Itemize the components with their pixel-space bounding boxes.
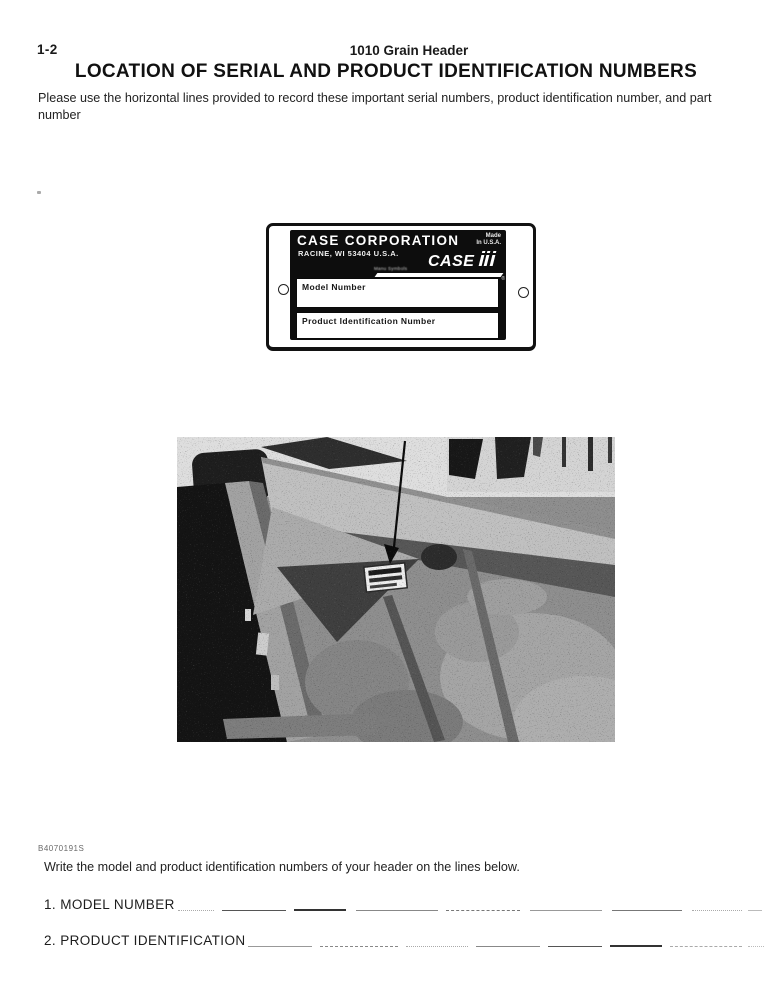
location-photo bbox=[177, 437, 615, 742]
photo-illustration bbox=[177, 437, 615, 742]
page-number: 1-2 bbox=[37, 42, 58, 57]
made-in-line2: In U.S.A. bbox=[476, 239, 501, 246]
plate-address: RACINE, WI 53404 U.S.A. bbox=[298, 249, 399, 258]
intro-text: Please use the horizontal lines provided to record these important serial numbers, product identification number, and part number bbox=[38, 91, 712, 122]
registered-trademark-symbol: ® bbox=[501, 276, 505, 282]
model-number-field bbox=[296, 278, 499, 308]
mounting-hole-left-icon bbox=[278, 284, 289, 295]
scan-artifact-dot bbox=[37, 191, 41, 194]
case-ih-logo bbox=[428, 253, 494, 271]
plate-made-in bbox=[476, 233, 501, 246]
plate-fine-print: Manu Symbols bbox=[374, 266, 408, 271]
id-plate-face bbox=[290, 230, 506, 340]
logo-underline-swoosh bbox=[375, 273, 504, 277]
page-title: LOCATION OF SERIAL AND PRODUCT IDENTIFICATION NUMBERS bbox=[74, 61, 698, 82]
section-header: 1010 Grain Header bbox=[349, 43, 469, 58]
case-logo-text: CASE bbox=[428, 253, 475, 270]
mounting-hole-right-icon bbox=[518, 287, 529, 298]
instruction-text: Write the model and product identification numbers of your header on the lines below. bbox=[44, 860, 520, 874]
product-id-line-label: 2. PRODUCT IDENTIFICATION bbox=[44, 933, 246, 948]
model-number-line-label: 1. MODEL NUMBER bbox=[44, 897, 175, 912]
photo-ref-number: B4070191S bbox=[38, 844, 85, 853]
made-in-line1: Made bbox=[485, 233, 501, 239]
model-number-label: Model Number bbox=[302, 282, 366, 292]
ih-monogram-icon bbox=[477, 253, 494, 271]
product-id-field bbox=[296, 312, 499, 339]
plate-company-name: CASE CORPORATION bbox=[297, 233, 460, 248]
id-plate-diagram bbox=[266, 223, 536, 351]
product-id-label: Product Identification Number bbox=[302, 316, 436, 326]
